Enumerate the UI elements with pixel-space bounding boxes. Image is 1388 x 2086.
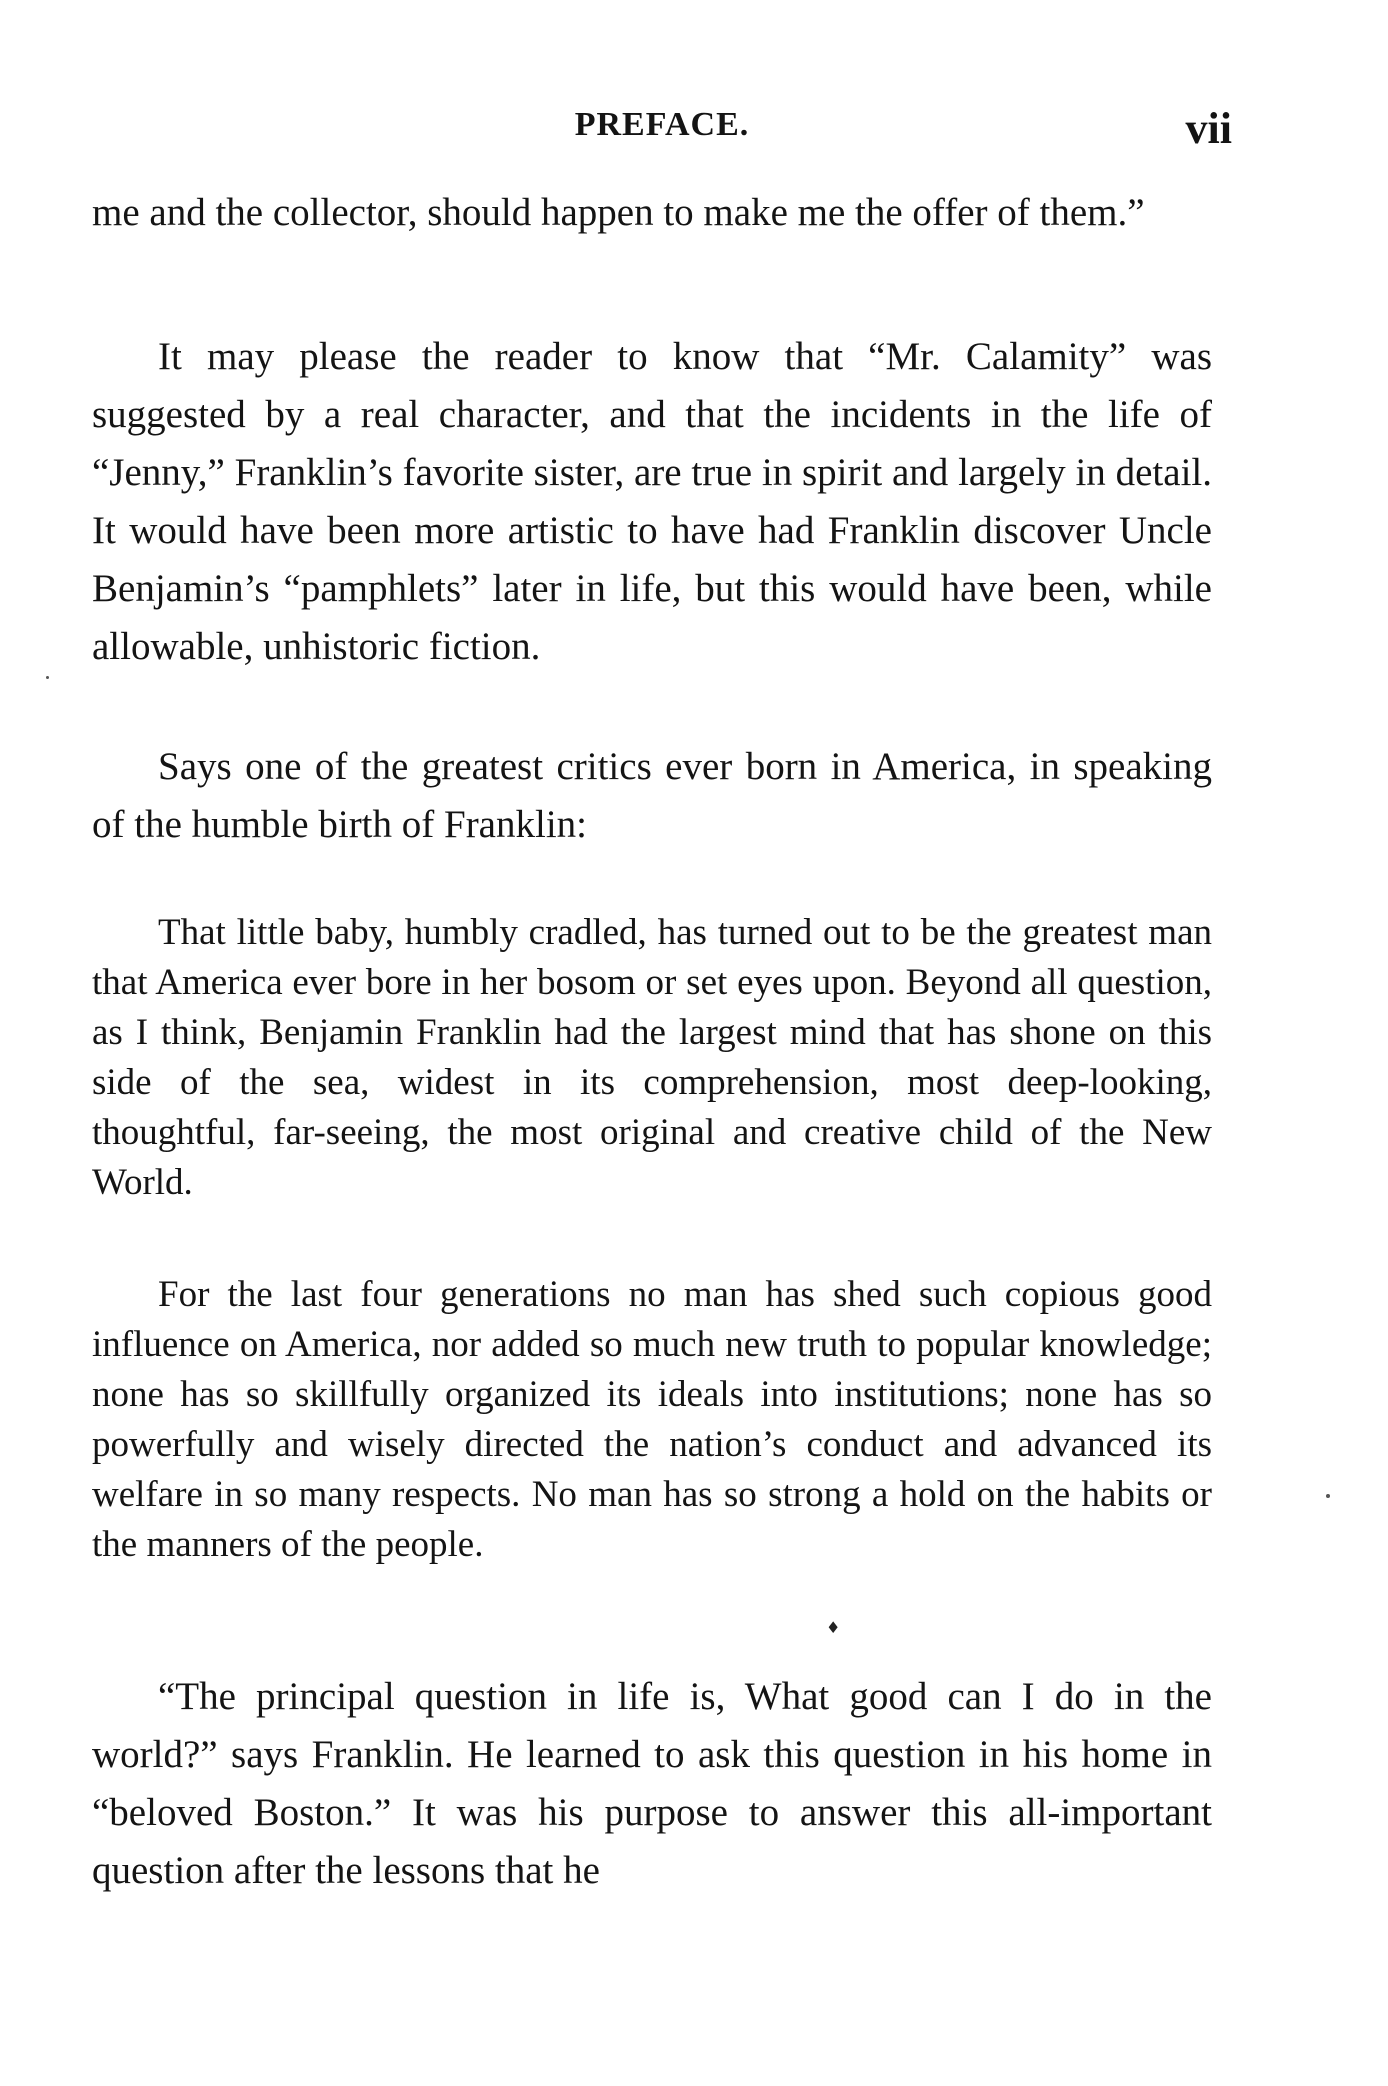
paper-speck — [46, 676, 49, 679]
page-title: PREFACE. — [574, 106, 750, 143]
block-quote-paragraph-1: That little baby, humbly cradled, has turned out to be the greatest man that America ever bore in her bosom or set eyes upon. Beyond all question, as I think, Benjamin Franklin had the largest mind that has shone on this side of the sea, widest in its comprehension, most deep-looking, thoughtful, far-seeing, the most original and creative child of the New World. — [92, 912, 1212, 1203]
block-quote-paragraph-2: For the last four generations no man has shed such copious good influence on America, nor added so much new truth to popular knowledge; none has so skillfully organized its ideals into institutions; none has so powerfully and wisely directed the nation’s conduct and advanced its welfare in so many respects. No man has so strong a hold on the habits or the manners of the people. — [92, 1274, 1212, 1565]
paragraph-continuation: me and the collector, should happen to make me the offer of them.” — [92, 191, 1145, 234]
paper-speck — [1326, 1494, 1330, 1498]
page-number: vii — [1185, 104, 1232, 153]
paragraph-mr-calamity: It may please the reader to know that “Mr. Calamity” was suggested by a real character, and that the incidents in the life of “Jenny,” Franklin’s favorite sister, are true in spirit and largely in detail. It would have been more artistic to have had Franklin discover Uncle Benjamin’s “pamphlets” later in life, but this would have been, while allowable, unhistoric fiction. — [92, 335, 1212, 668]
running-head — [92, 100, 1232, 153]
paragraph-principal-question: “The principal question in life is, What good can I do in the world?” says Franklin. He learned to ask this question in his home in “beloved Boston.” It was his purpose to answer this all-important question after the lessons that he — [92, 1675, 1212, 1892]
ornament-mark: ♦ — [826, 1618, 841, 1637]
paragraph-critic-intro: Says one of the greatest critics ever born in America, in speaking of the humble birth of Franklin: — [92, 745, 1212, 846]
